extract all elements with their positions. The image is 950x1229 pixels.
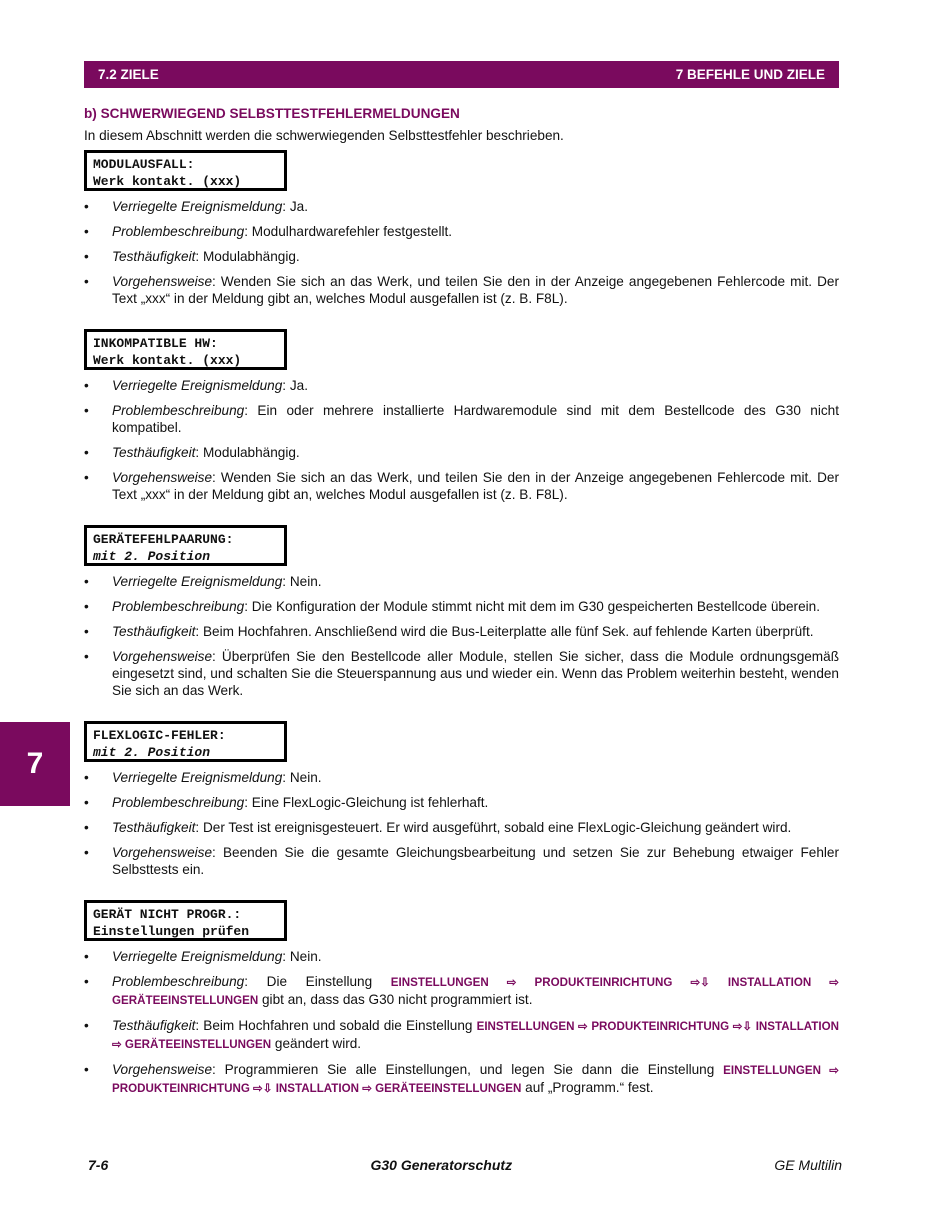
page-content xyxy=(84,106,839,1105)
list-item xyxy=(84,598,839,615)
list-item xyxy=(84,973,839,1009)
message-detail-list xyxy=(84,573,839,699)
item-text: gibt an, dass das G30 nicht programmiert ist. xyxy=(258,992,533,1007)
list-item xyxy=(84,819,839,836)
item-text: : Eine FlexLogic-Gleichung ist fehlerhaft. xyxy=(244,795,489,810)
item-label: Problembeschreibung xyxy=(112,403,245,418)
item-text: : Programmieren Sie alle Einstellungen, und legen Sie dann die Einstellung xyxy=(212,1062,724,1077)
list-item xyxy=(84,377,839,394)
list-item xyxy=(84,948,839,965)
list-item xyxy=(84,573,839,590)
item-text: : Die Konfiguration der Module stimmt nicht mit dem im G30 gespeicherten Bestellcode überein. xyxy=(244,599,820,614)
item-label: Verriegelte Ereignismeldung xyxy=(112,770,283,785)
item-text: : Der Test ist ereignisgesteuert. Er wird ausgeführt, sobald eine FlexLogic-Gleichung geändert wird. xyxy=(195,820,792,835)
display-line-1: GERÄT NICHT PROGR.: xyxy=(93,907,242,922)
item-text: : Wenden Sie sich an das Werk, und teilen Sie den in der Anzeige angegebenen Fehlercode mit. Der Text „xxx“ in der Meldung gibt an, welches Modul ausgefallen ist (z. B. F8L). xyxy=(112,470,839,502)
item-label: Vorgehensweise xyxy=(112,845,213,860)
list-item xyxy=(84,198,839,215)
item-text: : Beim Hochfahren und sobald die Einstellung xyxy=(195,1018,477,1033)
item-text: geändert wird. xyxy=(271,1036,362,1051)
item-label: Verriegelte Ereignismeldung xyxy=(112,378,283,393)
item-text: : Wenden Sie sich an das Werk, und teilen Sie den in der Anzeige angegebenen Fehlercode mit. Der Text „xxx“ in der Meldung gibt an, welches Modul ausgefallen ist (z. B. F8L). xyxy=(112,274,839,306)
display-line-2: Werk kontakt. (xxx) xyxy=(93,174,242,189)
item-label: Problembeschreibung xyxy=(112,795,245,810)
list-item xyxy=(84,469,839,503)
chapter-side-tab: 7 xyxy=(0,722,70,806)
item-label: Testhäufigkeit xyxy=(112,624,196,639)
display-message-box xyxy=(84,525,287,566)
list-item xyxy=(84,794,839,811)
item-label: Problembeschreibung xyxy=(112,599,245,614)
display-message-box xyxy=(84,329,287,370)
item-label: Testhäufigkeit xyxy=(112,249,196,264)
list-item xyxy=(84,444,839,461)
display-message-box xyxy=(84,721,287,762)
message-detail-list xyxy=(84,948,839,1097)
settings-menu-path: EINSTELLUNGEN ⇨ PRODUKTEINRICHTUNG ⇨⇩ INSTALLATION ⇨ GERÄTEEINSTELLUNGEN xyxy=(112,1064,839,1095)
item-label: Verriegelte Ereignismeldung xyxy=(112,199,283,214)
item-text: auf „Programm.“ fest. xyxy=(521,1080,654,1095)
page-number: 7-6 xyxy=(88,1157,109,1173)
item-text: : Modulabhängig. xyxy=(195,445,300,460)
list-item xyxy=(84,769,839,786)
list-item xyxy=(84,273,839,307)
display-line-1: FLEXLOGIC-FEHLER: xyxy=(93,728,226,743)
display-line-1: MODULAUSFALL: xyxy=(93,157,195,172)
item-text: : Modulabhängig. xyxy=(195,249,300,264)
display-line-2: mit 2. Position xyxy=(93,549,211,564)
item-label: Verriegelte Ereignismeldung xyxy=(112,574,283,589)
list-item xyxy=(84,402,839,436)
section-number-title: 7.2 ZIELE xyxy=(98,67,159,82)
item-label: Problembeschreibung xyxy=(112,974,245,989)
page-footer xyxy=(88,1157,842,1173)
manual-title: G30 Generatorschutz xyxy=(370,1157,513,1173)
display-line-1: GERÄTEFEHLPAARUNG: xyxy=(93,532,234,547)
item-label: Verriegelte Ereignismeldung xyxy=(112,949,283,964)
display-message-box xyxy=(84,900,287,941)
display-line-2: Werk kontakt. (xxx) xyxy=(93,353,242,368)
item-text: : Nein. xyxy=(282,770,322,785)
item-text: : Ja. xyxy=(282,378,308,393)
display-line-2: mit 2. Position xyxy=(93,745,211,760)
item-text: : Ja. xyxy=(282,199,308,214)
list-item xyxy=(84,623,839,640)
message-detail-list xyxy=(84,377,839,503)
message-detail-list xyxy=(84,198,839,307)
display-line-1: INKOMPATIBLE HW: xyxy=(93,336,218,351)
item-label: Vorgehensweise xyxy=(112,649,213,664)
item-text: : Beim Hochfahren. Anschließend wird die Bus-Leiterplatte alle fünf Sek. auf fehlende Karten überprüft. xyxy=(195,624,814,639)
chapter-title: 7 BEFEHLE UND ZIELE xyxy=(675,67,825,82)
message-detail-list xyxy=(84,769,839,878)
section-heading: b) SCHWERWIEGEND SELBSTTESTFEHLERMELDUNGEN xyxy=(84,106,460,121)
item-label: Testhäufigkeit xyxy=(112,820,196,835)
list-item xyxy=(84,248,839,265)
list-item xyxy=(84,648,839,699)
publisher: GE Multilin xyxy=(774,1157,842,1173)
item-text: : Nein. xyxy=(282,574,322,589)
display-message-box xyxy=(84,150,287,191)
settings-menu-path: EINSTELLUNGEN ⇨ PRODUKTEINRICHTUNG ⇨⇩ INSTALLATION ⇨ GERÄTEEINSTELLUNGEN xyxy=(112,976,839,1007)
item-text: : Die Einstellung xyxy=(244,974,391,989)
list-item xyxy=(84,223,839,240)
list-item xyxy=(84,844,839,878)
item-label: Problembeschreibung xyxy=(112,224,245,239)
error-message-block xyxy=(84,721,839,878)
item-text: : Beenden Sie die gesamte Gleichungsbearbeitung und setzen Sie zur Behebung etwaiger Fehler Selbsttests ein. xyxy=(112,845,839,877)
item-label: Testhäufigkeit xyxy=(112,1018,196,1033)
error-message-block xyxy=(84,525,839,699)
item-label: Vorgehensweise xyxy=(112,274,213,289)
section-intro: In diesem Abschnitt werden die schwerwiegenden Selbsttestfehler beschrieben. xyxy=(84,128,564,143)
chapter-header-bar xyxy=(84,61,839,88)
error-message-block xyxy=(84,900,839,1097)
item-text: : Ein oder mehrere installierte Hardwaremodule sind mit dem Bestellcode des G30 nicht kompatibel. xyxy=(112,403,839,435)
item-text: : Überprüfen Sie den Bestellcode aller Module, stellen Sie sicher, dass die Module ordnungsgemäß eingesetzt sind, und schalten Sie die Steuerspannung aus und wieder ein. Wenn das Problem weiterhin besteht, wenden Sie sich an das Werk. xyxy=(112,649,839,698)
error-message-block xyxy=(84,150,839,307)
list-item xyxy=(84,1061,839,1097)
item-label: Testhäufigkeit xyxy=(112,445,196,460)
item-label: Vorgehensweise xyxy=(112,1062,213,1077)
settings-menu-path: EINSTELLUNGEN ⇨ PRODUKTEINRICHTUNG ⇨⇩ INSTALLATION ⇨ GERÄTEEINSTELLUNGEN xyxy=(112,1020,839,1051)
item-text: : Modulhardwarefehler festgestellt. xyxy=(244,224,453,239)
error-message-block xyxy=(84,329,839,503)
item-label: Vorgehensweise xyxy=(112,470,213,485)
list-item xyxy=(84,1017,839,1053)
display-line-2: Einstellungen prüfen xyxy=(93,924,250,939)
item-text: : Nein. xyxy=(282,949,322,964)
